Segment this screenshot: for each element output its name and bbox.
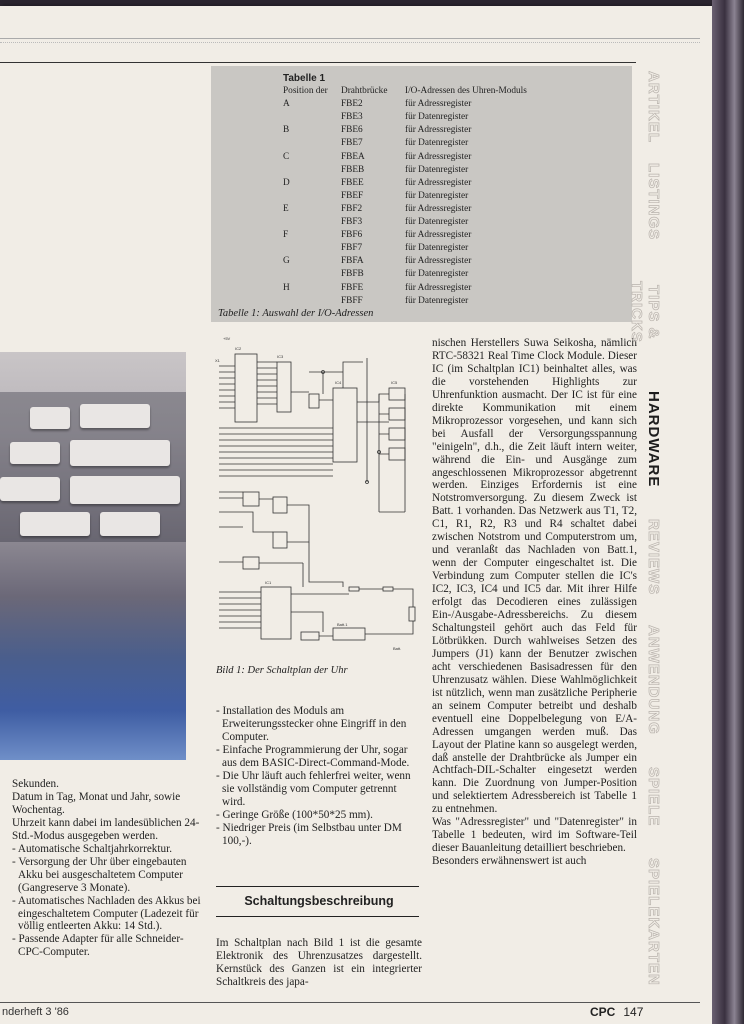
list-item: - Versorgung der Uhr über eingebauten Akku bei ausgeschaltetem Computer (Gangreserve 3 Monate).	[12, 855, 187, 894]
table-cell	[283, 295, 341, 308]
table-cell: F	[283, 230, 289, 241]
list-item: Datum in Tag, Monat und Jahr, sowie Wochentag.	[12, 790, 181, 816]
table-cell: für Datenregister	[405, 269, 469, 280]
table-row	[283, 137, 527, 150]
right-column	[432, 337, 637, 868]
section-tabs	[628, 62, 662, 1002]
svg-text:Batt.: Batt.	[393, 646, 402, 651]
table-cell	[283, 190, 341, 203]
page-number: 147	[623, 1005, 644, 1019]
svg-text:IC3: IC3	[277, 354, 284, 359]
table-row	[283, 203, 527, 216]
table-cell: für Adressregister	[405, 177, 472, 188]
table-row	[283, 216, 527, 229]
table-cell	[283, 111, 341, 124]
footer-magazine: CPC	[590, 1005, 616, 1019]
table-header	[283, 85, 527, 98]
list-item: - Einfache Programmierung der Uhr, sogar aus dem BASIC-Direct-Command-Mode.	[216, 743, 410, 769]
table-cell: FBE3	[341, 112, 363, 123]
list-item: - Automatische Schaltjahrkorrektur.	[12, 842, 172, 855]
tab-tips-tricks[interactable]: TIPS & TRICKS	[628, 281, 662, 343]
table-cell: E	[283, 203, 289, 214]
table-row	[283, 177, 527, 190]
table-row	[283, 151, 527, 164]
table-cell: für Adressregister	[405, 99, 472, 110]
table-row	[283, 295, 527, 308]
table-cell: für Datenregister	[405, 190, 469, 201]
header-rule	[0, 62, 636, 63]
tab-spielekarten[interactable]: SPIELEKARTEN	[645, 858, 662, 986]
table-cell: für Datenregister	[405, 217, 469, 228]
right-paragraph: Was "Adressregister" und "Datenregister" in Tabelle 1 bedeuten, wird im Software-Teil dieser Bauanleitung detailliert beschrieben.	[432, 816, 637, 855]
table-cell: für Datenregister	[405, 243, 469, 254]
table-cell: A	[283, 99, 290, 110]
table-row	[283, 124, 527, 137]
svg-text:IC2: IC2	[235, 346, 242, 351]
table-cell: für Datenregister	[405, 112, 469, 123]
table-row	[283, 98, 527, 111]
list-item: - Niedriger Preis (im Selbstbau unter DM 100,-).	[216, 821, 402, 847]
table-cell: FBFA	[341, 256, 364, 267]
tab-anwendung[interactable]: ANWENDUNG	[645, 624, 662, 735]
table-cell: G	[283, 256, 290, 267]
svg-text:X1: X1	[215, 358, 220, 363]
svg-text:IC5: IC5	[391, 380, 398, 385]
table-row	[283, 242, 527, 255]
table-cell: für Adressregister	[405, 282, 472, 293]
table-cell: FBF7	[341, 243, 363, 254]
keyboard-photo	[0, 352, 186, 760]
tab-spiele[interactable]: SPIELE	[645, 767, 662, 827]
table-cell: FBEA	[341, 151, 365, 162]
table-cell: FBE6	[341, 125, 363, 136]
table-cell: FBE7	[341, 138, 363, 149]
table-row	[283, 190, 527, 203]
svg-text:IC4: IC4	[335, 380, 342, 385]
table-cell: für Adressregister	[405, 230, 472, 241]
list-item: - Installation des Moduls am Erweiterungsstecker ohne Eingriff in den Computer.	[216, 705, 407, 743]
table-cell: für Datenregister	[405, 138, 469, 149]
right-paragraph: Besonders erwähnenswert ist auch	[432, 855, 587, 868]
table-header-cell: Position der	[283, 86, 328, 97]
table-row	[283, 255, 527, 268]
table-cell	[283, 268, 341, 281]
svg-text:Batt.1: Batt.1	[337, 622, 348, 627]
section-rule-top	[216, 886, 419, 887]
page-edge	[712, 0, 744, 1024]
table-cell: FBEE	[341, 177, 364, 188]
table-caption: Tabelle 1: Auswahl der I/O-Adressen	[218, 308, 374, 319]
footer-page	[590, 1005, 643, 1019]
right-paragraph: nischen Herstellers Suwa Seikosha, nämlich RTC-58321 Real Time Clock Module. Dieser IC (im Schaltplan IC1) beinhaltet alles, was die vorstehenden Highlights zur Uhrenfunktion ausmacht. Der IC ist für eine direkte Kommunikation mit einem Mikroprozessor vorgesehen, und kann sich bei Ausfall der Versorgungsspannung "einigeln", d.h., die Zeit läuft intern weiter, während die Ein- und Ausgänge zum angeschlossenen Mikroprozessor abgetrennt werden. Einziges Erfordernis ist eine Notstromversorgung. Zu diesem Zweck ist Batt. 1 vorhanden. Das Netzwerk aus T1, T2, C1, R1, R2, R3 und R4 schaltet dabei zwischen Notstrom und Computerstrom um, und veranlaßt das Nachladen von Batt.1, wenn der Computer eingeschaltet ist. Die Verbindung zum Computer stellen die IC's IC2, IC3, IC4 und IC5 dar. Mit ihrer Hilfe erfolgt das Decodieren eines zulässigen Ein-/Ausgabe-Adressbereichs. Zu diesem Schaltungsteil gehört auch das Feld für Lötbrükken. Durch wahlweises Setzen des Jumpers (J1) kann der Benutzer zwischen acht verschiedenen Basisadressen für den Uhrenzusatz wählen. Diese Wahlmöglichkeit ist nützlich, wenn man zusätzliche Peripherie an seinem Computer betreibt und deshalb eventuell eine Doppelbelegung von E/A-Adressen umgangen werden muß. Das Layout der Platine kann so ausgelegt werden, daß anstelle der Drahtbrücke als Jumper ein Achtfach-DIL-Schalter eingesetzt werden kann. Die Zuordnung von Jumper-Position und selektiertem Adressbereich ist Tabelle 1 zu entnehmen.	[432, 337, 637, 816]
footer-issue: nderheft 3 '86	[2, 1006, 69, 1018]
table-cell	[283, 164, 341, 177]
footer-rule	[0, 1002, 700, 1003]
table-title: Tabelle 1	[283, 73, 326, 84]
table-row	[283, 229, 527, 242]
circuit-schematic	[213, 332, 427, 662]
table-row	[283, 282, 527, 295]
tab-artikel[interactable]: ARTIKEL	[645, 71, 662, 143]
table-row	[283, 268, 527, 281]
tab-reviews[interactable]: REVIEWS	[645, 518, 662, 596]
table-cell: B	[283, 125, 290, 136]
svg-text:IC1: IC1	[265, 580, 272, 585]
table-cell: FBF2	[341, 203, 363, 214]
table-row	[283, 111, 527, 124]
table-cell: für Adressregister	[405, 256, 472, 267]
tab-listings[interactable]: LISTINGS	[645, 163, 662, 241]
section-rule-bottom	[216, 916, 419, 917]
table-cell	[283, 242, 341, 255]
top-dotted-rule	[0, 42, 700, 43]
table-cell: für Adressregister	[405, 203, 472, 214]
address-table	[211, 66, 632, 322]
table-cell: für Adressregister	[405, 151, 472, 162]
table-header-cell: Drahtbrücke	[341, 86, 388, 97]
list-item: Uhrzeit kann dabei im landesüblichen 24-Std.-Modus ausgegeben werden.	[12, 816, 200, 842]
feature-list-left	[12, 778, 207, 959]
top-rule	[0, 38, 700, 39]
table-cell: FBEB	[341, 164, 365, 175]
list-item: - Geringe Größe (100*50*25 mm).	[216, 808, 373, 821]
table-cell: H	[283, 282, 290, 293]
table-cell	[283, 137, 341, 150]
table-cell: für Adressregister	[405, 125, 472, 136]
svg-text:+5V: +5V	[223, 336, 231, 341]
table-cell: FBFE	[341, 282, 364, 293]
magazine-page	[0, 6, 712, 1024]
table-cell: FBFF	[341, 295, 363, 306]
table-row	[283, 164, 527, 177]
table-header-cell: I/O-Adressen des Uhren-Moduls	[405, 86, 527, 97]
table-cell: für Datenregister	[405, 164, 469, 175]
table-cell: FBE2	[341, 99, 363, 110]
table-cell: FBFB	[341, 269, 364, 280]
table-cell: FBEF	[341, 190, 364, 201]
table-cell: C	[283, 151, 290, 162]
middle-body-text: Im Schaltplan nach Bild 1 ist die gesamte Elektronik des Uhrenzusatzes dargestellt. Kernstück des Ganzen ist ein integrierter Schaltkreis des japa-	[216, 937, 422, 988]
table-body	[283, 98, 527, 308]
table-cell: für Datenregister	[405, 295, 469, 306]
list-item: - Die Uhr läuft auch fehlerfrei weiter, wenn sie vollständig vom Computer getrennt wird.	[216, 769, 411, 808]
figure-caption: Bild 1: Der Schaltplan der Uhr	[216, 665, 348, 676]
list-item: Sekunden.	[12, 778, 59, 790]
tab-hardware[interactable]: HARDWARE	[645, 391, 662, 488]
list-item: - Automatisches Nachladen des Akkus bei eingeschaltetem Computer (Ladezeit für völlig entleerten Akku: 14 Std.).	[12, 894, 201, 933]
feature-list-middle	[216, 705, 422, 847]
table-cell: FBF6	[341, 230, 363, 241]
table-cell	[283, 216, 341, 229]
list-item: - Passende Adapter für alle Schneider-CPC-Computer.	[12, 933, 184, 959]
table-cell: D	[283, 177, 290, 188]
section-heading: Schaltungsbeschreibung	[244, 894, 394, 908]
table-cell: FBF3	[341, 217, 363, 228]
